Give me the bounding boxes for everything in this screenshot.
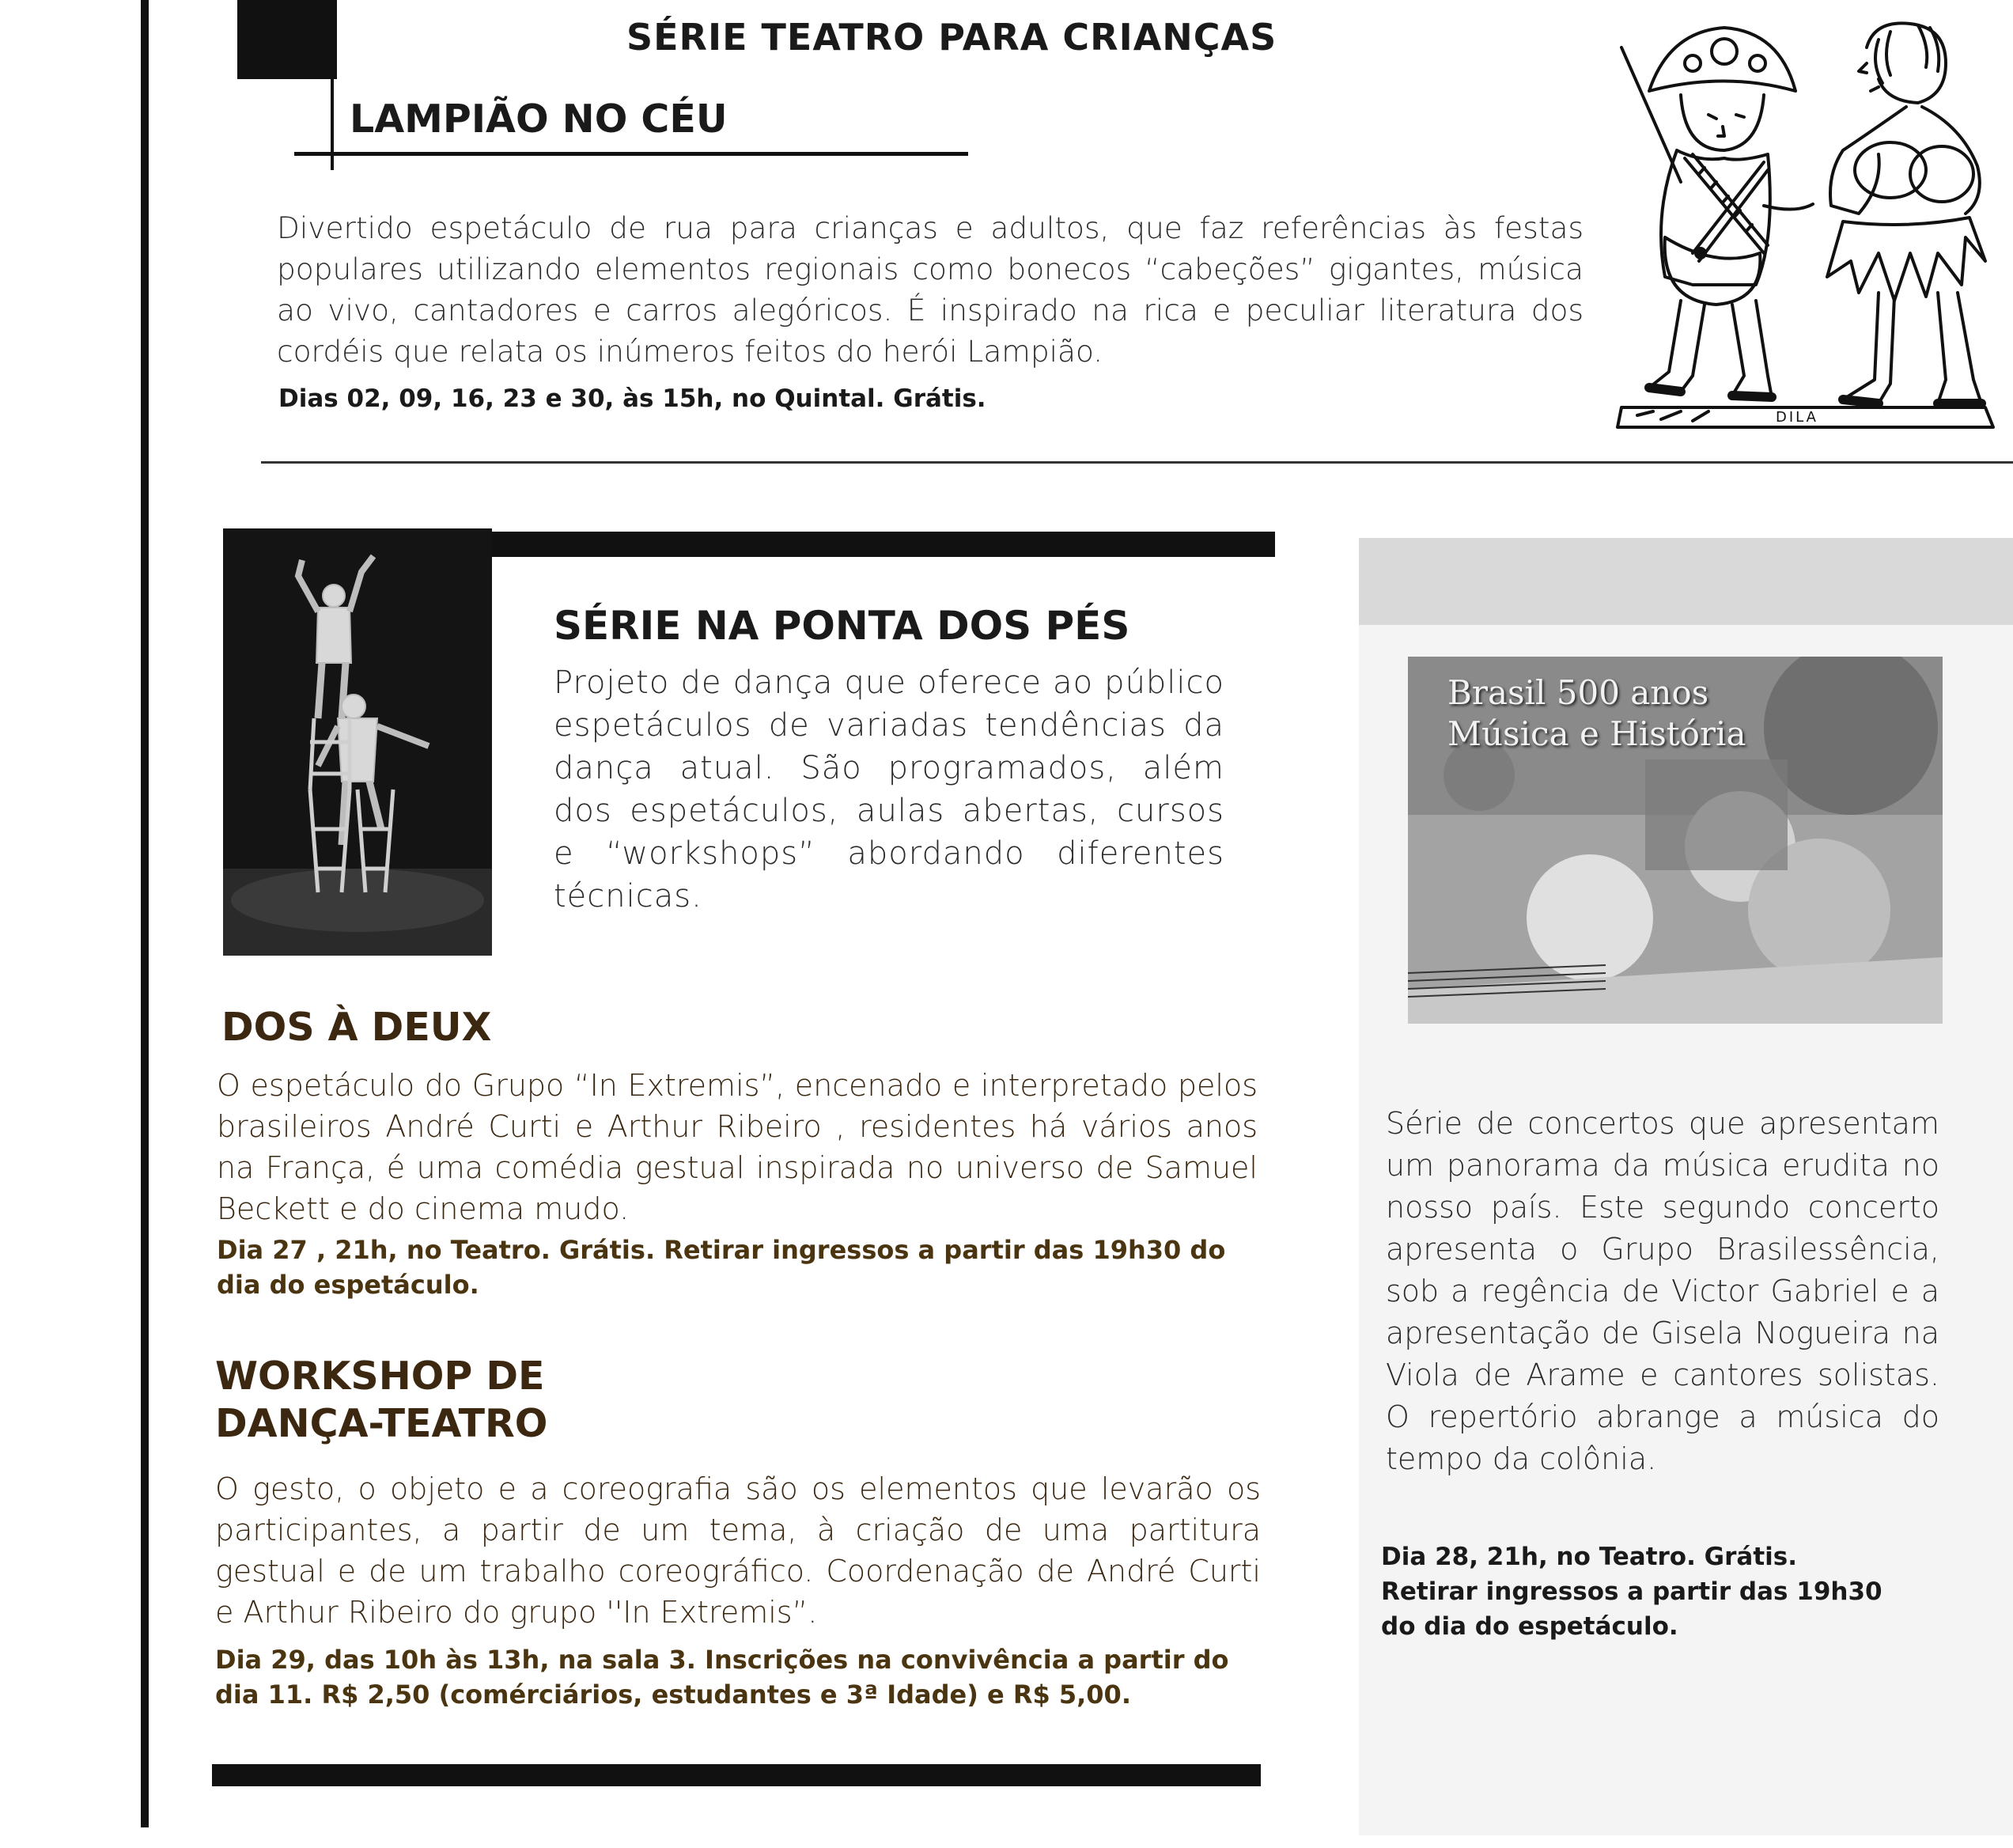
kids-series-heading: SÉRIE TEATRO PARA CRIANÇAS	[626, 16, 1277, 59]
workshop-title-line1: WORKSHOP DE	[215, 1354, 545, 1399]
kids-show-description: Divertido espetáculo de rua para crianças e adultos, que faz referências às festas populares utilizando elementos regionais como bonecos “cabeções” gigantes, música ao vivo, cantadores e carros alegóricos. É inspirado na rica e peculiar literatura dos cordéis que relata os inúmeros feitos do herói Lampião.	[277, 210, 1584, 369]
workshop-description: O gesto, o objeto e a coreografia são os elementos que levarão os participantes, a partir de um tema, à criação de uma partitura gestual e de um trabalho coreográfico. Coordenação de André Curti e Arthur Ribeiro do grupo ''In Extremis”.	[215, 1471, 1261, 1630]
concert-poster-title-line2: Música e História	[1447, 714, 1746, 753]
concert-panel-header-band	[1359, 538, 2013, 625]
dos-a-deux-title: DOS À DEUX	[221, 1005, 492, 1050]
illustration-signature: DILA	[1776, 409, 1818, 426]
dos-a-deux-info: Dia 27 , 21h, no Teatro. Grátis. Retirar ingressos a partir das 19h30 do dia do espetáculo.	[217, 1235, 1226, 1300]
section-divider	[261, 461, 2013, 464]
title-underline	[294, 152, 968, 156]
dance-performance-photo	[223, 528, 492, 956]
concert-poster-title	[1447, 672, 1746, 755]
dos-a-deux-description: O espetáculo do Grupo “In Extremis”, encenado e interpretado pelos brasileiros André Curti e Arthur Ribeiro , residentes há vários anos na França, é uma comédia gestual inspirada no universo de Samuel Beckett e do cinema mudo.	[217, 1068, 1258, 1226]
concert-info-line1: Dia 28, 21h, no Teatro. Grátis.	[1381, 1543, 1797, 1571]
section-corner-block	[237, 0, 337, 79]
workshop-title	[215, 1353, 547, 1448]
concert-poster-image	[1408, 657, 1943, 1024]
concert-info	[1381, 1539, 1982, 1644]
concert-info-line3: do dia do espetáculo.	[1381, 1612, 1678, 1641]
concert-poster-title-line1: Brasil 500 anos	[1447, 673, 1709, 712]
cordel-illustration	[1606, 16, 2001, 439]
dance-series-description: Projeto de dança que oferece ao público espetáculos de variadas tendências da dança atual. São programados, além dos espetáculos, aulas abertas, cursos e “workshops” abordando diferentes técnicas.	[554, 665, 1224, 915]
workshop-info: Dia 29, das 10h às 13h, na sala 3. Inscrições na convivência a partir do dia 11. R$ 2,50 (comérciários, estudantes e 3ª Idade) e R$ 5,00.	[215, 1645, 1229, 1710]
concert-description: Série de concertos que apresentam um panorama da música erudita no nosso país. Este segundo concerto apresenta o Grupo Brasilessência, sob a regência de Victor Gabriel e a apresentação de Gisela Nogueira na Viola de Arame e cantores solistas. O repertório abrange a música do tempo da colônia.	[1386, 1106, 1939, 1476]
dance-series-title: SÉRIE NA PONTA DOS PÉS	[554, 603, 1130, 649]
kids-show-title: LAMPIÃO NO CÉU	[350, 97, 728, 142]
workshop-title-line2: DANÇA-TEATRO	[215, 1401, 548, 1446]
bottom-bar	[212, 1764, 1261, 1786]
dance-series-bar	[490, 532, 1275, 557]
concert-info-line2: Retirar ingressos a partir das 19h30	[1381, 1577, 1882, 1606]
section-corner-stem	[331, 79, 334, 170]
page-left-rule	[141, 0, 149, 1827]
kids-show-dates: Dias 02, 09, 16, 23 e 30, às 15h, no Quintal. Grátis.	[278, 384, 986, 413]
